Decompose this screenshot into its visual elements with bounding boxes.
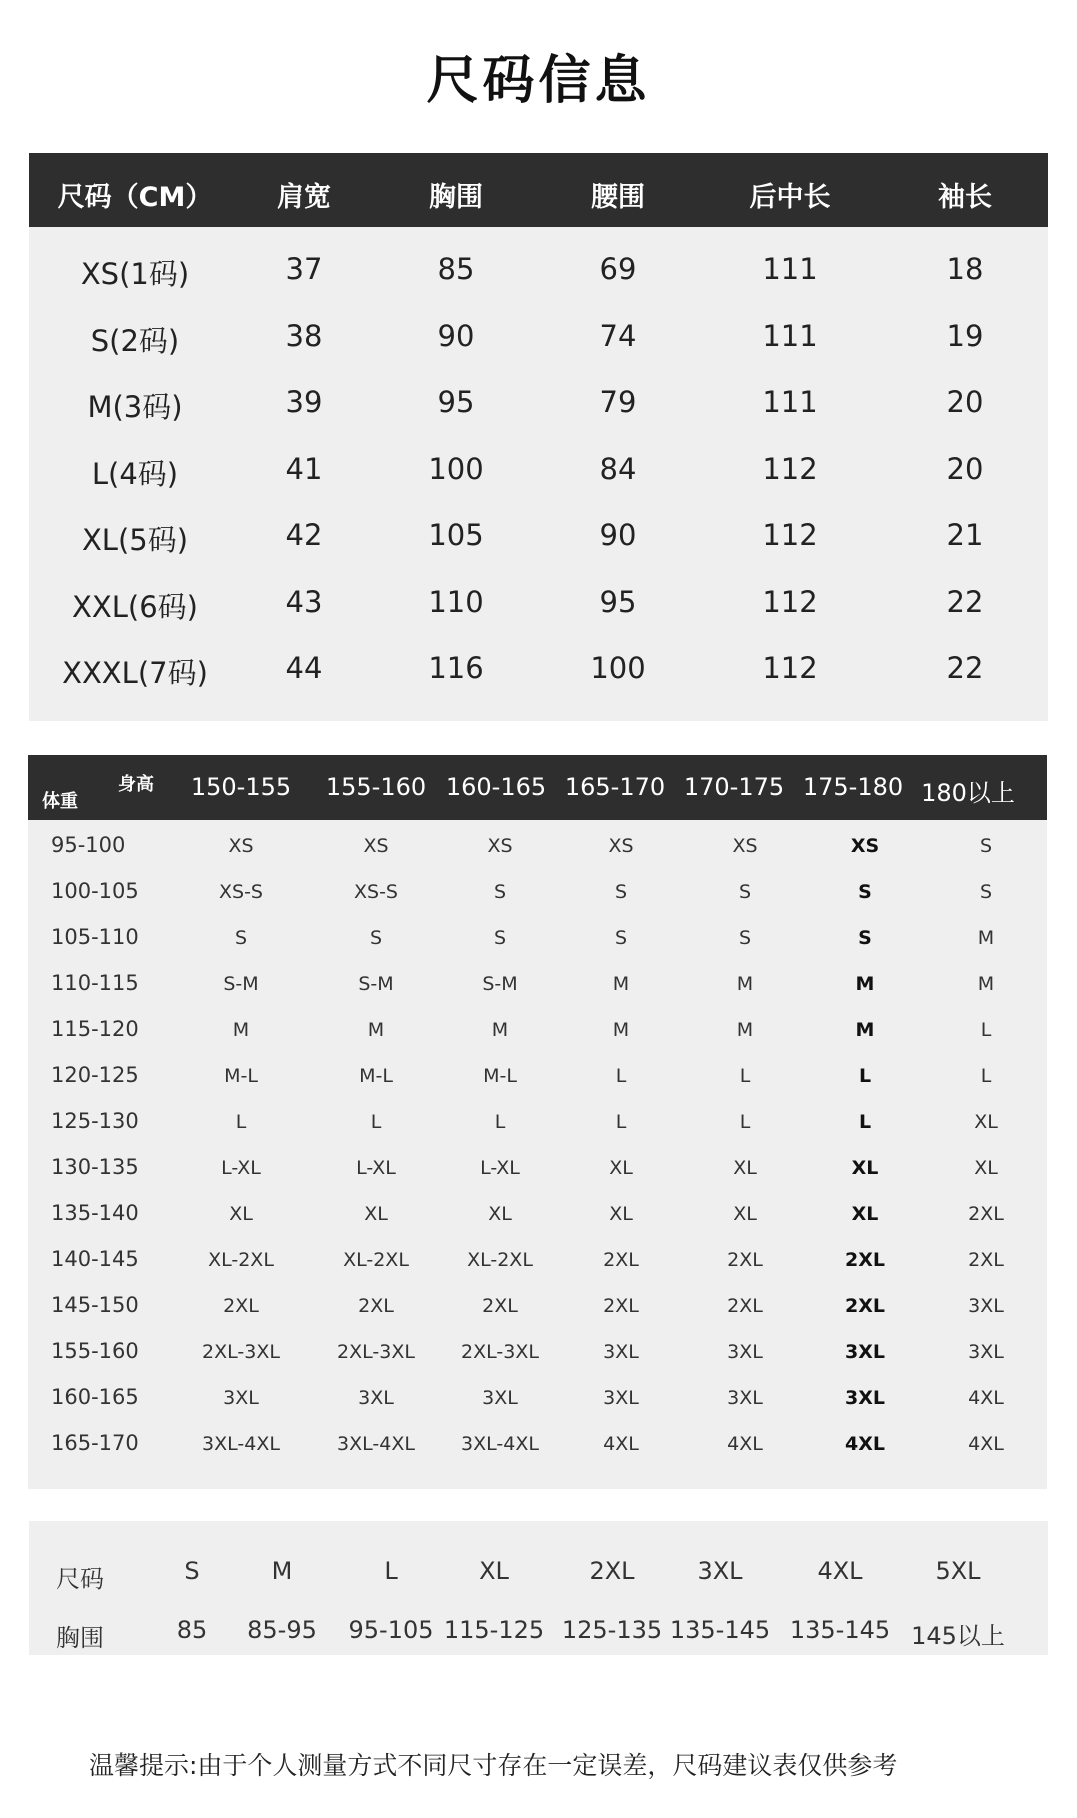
recommended-size-cell: 2XL [603,1249,639,1271]
measurement-cell: 95 [437,385,475,419]
recommended-size-cell: 2XL [727,1295,763,1317]
weight-range-cell: 160-165 [51,1385,139,1409]
measurement-cell: 18 [946,252,984,286]
fit-table-row [28,960,1047,1006]
fit-table-row [28,868,1047,914]
recommended-size-cell: 3XL [603,1387,639,1409]
size-cell: XL [479,1557,509,1585]
recommended-size-cell: 2XL [727,1249,763,1271]
recommended-size-cell: XS [363,835,389,857]
fit-table-row [28,1328,1047,1374]
weight-range-cell: 145-150 [51,1293,139,1317]
size-table-header-cell: 肩宽 [277,182,331,213]
measurement-cell: 41 [285,451,323,486]
fit-table-row [28,1144,1047,1190]
chest-range-cell: 125-135 [561,1616,663,1644]
size-cell: S [184,1557,200,1585]
recommended-size-cell: L-XL [480,1157,520,1179]
height-weight-fit-table [28,755,1047,1489]
recommended-size-cell: L-XL [356,1157,396,1179]
recommended-size-cell: 3XL [727,1341,763,1363]
weight-range-cell: 115-120 [51,1017,139,1041]
weight-range-cell: 120-125 [51,1063,139,1087]
recommended-size-cell: M [367,1019,385,1041]
fit-table-row [28,1282,1047,1328]
recommended-size-cell: 2XL-3XL [461,1341,539,1363]
weight-range-cell: 110-115 [51,971,139,995]
weight-range-cell: 165-170 [51,1431,139,1455]
size-name-cell: XXXL(7码) [62,656,208,690]
recommended-size-cell: XL [974,1111,998,1133]
chest-range-cell: 135-145 [789,1616,891,1644]
recommended-size-cell: 3XL-4XL [202,1433,280,1455]
recommended-size-cell: XS [487,835,513,857]
recommended-size-cell: M-L [483,1065,517,1087]
recommended-size-cell: XL-2XL [467,1249,533,1271]
size-name-cell: XS(1码) [80,257,190,291]
size-table-row [29,435,1048,501]
recommended-size-cell: L [494,1111,506,1133]
measurement-cell: 20 [946,451,984,486]
measurement-cell: 112 [762,651,818,685]
recommended-size-cell: XS [608,835,634,857]
recommended-size-cell: M [736,1019,754,1041]
measurement-cell: 105 [428,518,484,552]
recommended-size-cell: XS [850,835,880,857]
measurement-cell: 111 [762,318,818,353]
size-row-label: 尺码 [56,1565,104,1593]
chest-range-cell: 145以上 [911,1622,1005,1650]
measurement-cell: 38 [285,318,323,353]
height-range-header: 160-165 [445,773,547,801]
size-table-header [29,153,1048,227]
weight-range-cell: 140-145 [51,1247,139,1271]
weight-range-cell: 135-140 [51,1201,139,1225]
recommended-size-cell: L [980,1019,992,1041]
recommended-size-cell: 3XL [845,1387,885,1409]
recommended-size-cell: M [736,973,754,995]
size-disclaimer-note: 温馨提示:由于个人测量方式不同尺寸存在一定误差，尺码建议表仅供参考 [89,1751,898,1780]
recommended-size-cell: 3XL [603,1341,639,1363]
recommended-size-cell: L [739,1065,751,1087]
recommended-size-cell: XS [228,835,254,857]
measurement-cell: 95 [599,584,637,619]
recommended-size-cell: XL [229,1203,253,1225]
size-cell: L [384,1557,398,1585]
measurement-cell: 90 [437,318,475,353]
weight-range-cell: 95-100 [51,833,126,857]
recommended-size-cell: L [370,1111,382,1133]
size-name-cell: M(3码) [87,390,183,424]
measurement-cell: 20 [946,385,984,419]
recommended-size-cell: 2XL [968,1249,1004,1271]
recommended-size-cell: S [369,927,383,949]
measurement-cell: 39 [285,385,323,419]
recommended-size-cell: M [855,973,875,995]
recommended-size-cell: 2XL [968,1203,1004,1225]
height-range-header: 175-180 [802,773,904,801]
recommended-size-cell: 2XL [358,1295,394,1317]
recommended-size-cell: M [855,1019,875,1041]
recommended-size-cell: 2XL [223,1295,259,1317]
recommended-size-cell: M [612,1019,630,1041]
recommended-size-cell: 3XL [223,1387,259,1409]
size-cell: M [271,1557,293,1585]
recommended-size-cell: M-L [359,1065,393,1087]
recommended-size-cell: S [979,835,993,857]
measurement-cell: 100 [428,451,484,486]
measurement-cell: 22 [946,651,984,685]
recommended-size-cell: S-M [482,973,518,995]
height-range-header: 180以上 [921,779,1015,807]
recommended-size-cell: S [614,927,628,949]
weight-corner-label: 体重 [42,791,78,812]
recommended-size-cell: 4XL [727,1433,763,1455]
recommended-size-cell: 2XL-3XL [337,1341,415,1363]
measurement-cell: 112 [762,518,818,552]
recommended-size-cell: S [614,881,628,903]
recommended-size-cell: 3XL-4XL [337,1433,415,1455]
chest-row-label: 胸围 [56,1624,104,1652]
recommended-size-cell: 3XL [482,1387,518,1409]
fit-table-row [28,1236,1047,1282]
recommended-size-cell: M [612,973,630,995]
height-range-header: 170-175 [683,773,785,801]
size-table-header-cell: 腰围 [591,182,645,213]
recommended-size-cell: L [858,1065,872,1087]
recommended-size-cell: S [858,881,872,903]
fit-table-row [28,1006,1047,1052]
chest-size-table [29,1521,1048,1655]
recommended-size-cell: 4XL [603,1433,639,1455]
recommended-size-cell: 4XL [968,1433,1004,1455]
weight-range-cell: 125-130 [51,1109,139,1133]
size-name-cell: XL(5码) [81,523,189,557]
chest-range-cell: 95-105 [348,1616,434,1644]
recommended-size-cell: XL [851,1157,879,1179]
measurement-cell: 74 [599,318,637,353]
recommended-size-cell: L [858,1111,872,1133]
recommended-size-cell: S-M [223,973,259,995]
measurement-cell: 111 [762,385,818,419]
recommended-size-cell: 2XL [603,1295,639,1317]
chest-range-cell: 135-145 [669,1616,771,1644]
recommended-size-cell: 2XL [845,1249,885,1271]
recommended-size-cell: S [234,927,248,949]
fit-table-row [28,914,1047,960]
size-table-row [29,235,1048,301]
measurement-cell: 84 [599,451,637,486]
measurement-cell: 90 [599,518,637,552]
recommended-size-cell: 3XL-4XL [461,1433,539,1455]
recommended-size-cell: 3XL [845,1341,885,1363]
recommended-size-cell: L [235,1111,247,1133]
recommended-size-cell: L [739,1111,751,1133]
recommended-size-cell: L [980,1065,992,1087]
measurement-cell: 22 [946,584,984,619]
recommended-size-cell: XS-S [354,881,398,903]
size-table-row [29,568,1048,634]
recommended-size-cell: XL-2XL [208,1249,274,1271]
recommended-size-cell: XL [488,1203,512,1225]
size-table-header-cell: 胸围 [429,182,483,213]
recommended-size-cell: 4XL [968,1387,1004,1409]
recommended-size-cell: XL [733,1157,757,1179]
recommended-size-cell: XS [732,835,758,857]
weight-range-cell: 105-110 [51,925,139,949]
fit-table-row [28,1374,1047,1420]
size-table-header-cell: 袖长 [938,182,992,213]
recommended-size-cell: S-M [358,973,394,995]
chest-range-cell: 85-95 [247,1616,317,1644]
fit-table-header [28,755,1047,820]
fit-table-row [28,1420,1047,1466]
fit-table-row [28,1098,1047,1144]
size-table-row [29,302,1048,368]
recommended-size-cell: M [232,1019,250,1041]
measurement-cell: 110 [428,584,484,619]
recommended-size-cell: 4XL [845,1433,885,1455]
size-name-cell: XXL(6码) [72,589,198,624]
recommended-size-cell: XL [364,1203,388,1225]
measurement-cell: 42 [285,518,323,552]
recommended-size-cell: 2XL-3XL [202,1341,280,1363]
measurement-cell: 69 [599,252,637,286]
recommended-size-cell: XL [733,1203,757,1225]
height-range-header: 150-155 [190,773,292,801]
fit-table-row [28,1052,1047,1098]
recommended-size-cell: XL [609,1203,633,1225]
chest-range-cell: 85 [176,1616,208,1644]
recommended-size-cell: S [858,927,872,949]
size-name-cell: L(4码) [91,456,179,491]
weight-range-cell: 100-105 [51,879,139,903]
measurement-cell: 19 [946,318,984,353]
recommended-size-cell: XL-2XL [343,1249,409,1271]
size-name-cell: S(2码) [90,323,180,358]
recommended-size-cell: XL [974,1157,998,1179]
recommended-size-cell: L-XL [221,1157,261,1179]
recommended-size-cell: 3XL [968,1295,1004,1317]
recommended-size-cell: 2XL [482,1295,518,1317]
measurement-cell: 21 [946,518,984,552]
measurement-cell: 112 [762,451,818,486]
recommended-size-cell: 3XL [968,1341,1004,1363]
measurement-cell: 116 [428,651,484,685]
recommended-size-cell: 3XL [358,1387,394,1409]
size-cell: 3XL [697,1557,743,1585]
recommended-size-cell: S [493,927,507,949]
size-table-row [29,501,1048,567]
recommended-size-cell: XS-S [219,881,263,903]
measurement-cell: 85 [437,252,475,286]
size-cell: 4XL [817,1557,863,1585]
recommended-size-cell: XL [609,1157,633,1179]
recommended-size-cell: S [979,881,993,903]
recommended-size-cell: M [977,973,995,995]
size-cell: 5XL [935,1557,981,1585]
recommended-size-cell: L [615,1111,627,1133]
recommended-size-cell: S [493,881,507,903]
recommended-size-cell: S [738,927,752,949]
recommended-size-cell: M [491,1019,509,1041]
height-range-header: 165-170 [564,773,666,801]
recommended-size-cell: M-L [224,1065,258,1087]
fit-table-row [28,1190,1047,1236]
measurement-cell: 112 [762,584,818,619]
height-range-header: 155-160 [325,773,427,801]
size-table-row [29,368,1048,434]
chest-range-cell: 115-125 [443,1616,545,1644]
measurement-cell: 79 [599,385,637,419]
fit-table-row [28,822,1047,868]
measurement-cell: 111 [762,252,818,286]
measurement-cell: 100 [590,651,646,685]
measurement-cell: 37 [285,252,323,286]
recommended-size-cell: XL [851,1203,879,1225]
recommended-size-cell: S [738,881,752,903]
weight-range-cell: 130-135 [51,1155,139,1179]
height-corner-label: 身高 [118,774,154,795]
size-table-row [29,634,1048,700]
size-measurement-table [29,153,1048,721]
recommended-size-cell: L [615,1065,627,1087]
weight-range-cell: 155-160 [51,1339,139,1363]
recommended-size-cell: M [977,927,995,949]
measurement-cell: 43 [285,584,323,619]
recommended-size-cell: 2XL [845,1295,885,1317]
size-table-header-cell: 尺码（CM） [57,182,213,213]
size-cell: 2XL [589,1557,635,1585]
measurement-cell: 44 [285,651,323,685]
size-table-header-cell: 后中长 [749,182,831,213]
recommended-size-cell: 3XL [727,1387,763,1409]
page-title: 尺码信息 [426,51,651,111]
